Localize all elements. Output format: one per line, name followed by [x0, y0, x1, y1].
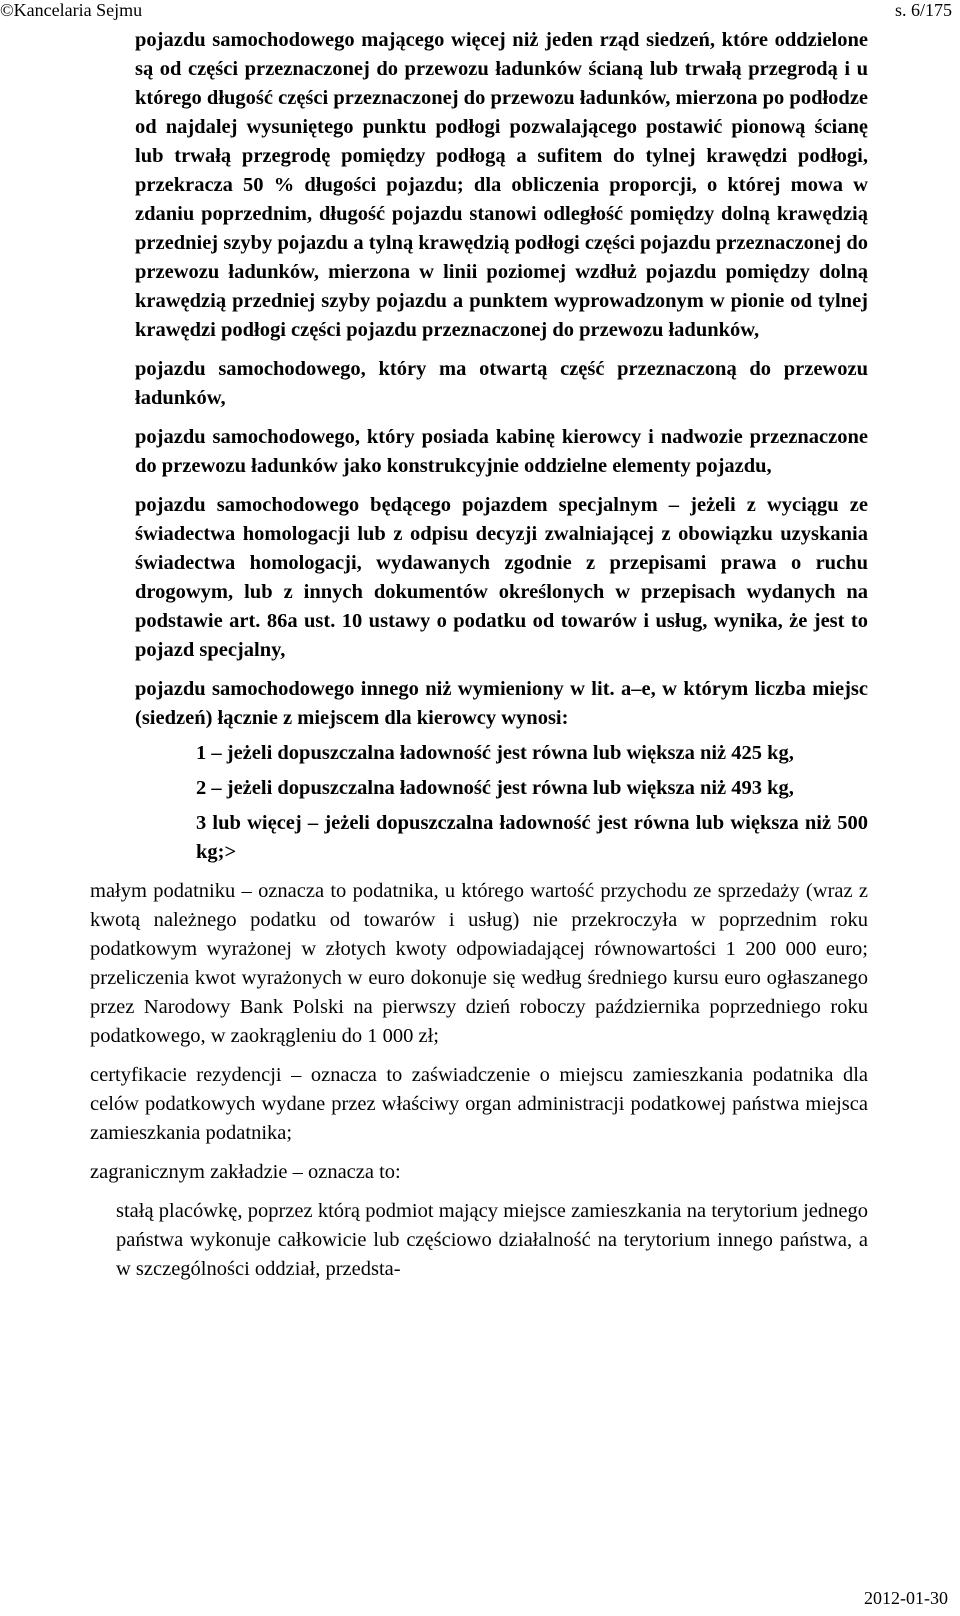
list-item-e	[0, 491, 868, 665]
item-text: pojazdu samochodowego, który posiada kabinę kierowcy i nadwozie przeznaczone do przewozu ładunków jako konstrukcyjnie oddzielne elementy pojazdu,	[135, 426, 868, 477]
sub-item-a	[0, 1197, 868, 1284]
dash-text: 3 lub więcej – jeżeli dopuszczalna ładowność jest równa lub większa niż 500 kg;>	[196, 812, 868, 863]
header-page-number: s. 6/175	[894, 0, 952, 20]
dash-item-1	[0, 739, 868, 768]
list-item-b	[0, 26, 868, 345]
item-text: zagranicznym zakładzie – oznacza to:	[90, 1161, 401, 1183]
numbered-item-21	[0, 1061, 868, 1148]
dash-item-3	[0, 809, 868, 867]
dash-text: 1 – jeżeli dopuszczalna ładowność jest równa lub większa niż 425 kg,	[196, 742, 794, 764]
list-item-d	[0, 423, 868, 481]
item-text: certyfikacie rezydencji – oznacza to zaświadczenie o miejscu zamieszkania podatnika dla celów podatkowych wydane przez właściwy organ administracji podatkowej państwa miejsca zamieszkania podatnika;	[90, 1064, 868, 1144]
item-text: pojazdu samochodowego, który ma otwartą część przeznaczoną do przewozu ładunków,	[135, 358, 868, 409]
item-text: pojazdu samochodowego będącego pojazdem specjalnym – jeżeli z wyciągu ze świadectwa homologacji lub z odpisu decyzji zwalniającej z obowiązku uzyskania świadectwa homologacji, wydawanych zgodnie z przepisami prawa o ruchu drogowym, lub z innych dokumentów określonych w przepisach wydanych na podstawie art. 86a ust. 10 ustawy o podatku od towarów i usług, wynika, że jest to pojazd specjalny,	[135, 494, 868, 661]
document-body	[0, 26, 960, 1284]
list-item-f	[0, 675, 868, 733]
item-text: stałą placówkę, poprzez którą podmiot mający miejsce zamieszkania na terytorium jednego państwa wykonuje całkowicie lub częściowo działalność na terytorium innego państwa, a w szczególności oddział, przedsta-	[116, 1200, 868, 1280]
item-text: małym podatniku – oznacza to podatnika, u którego wartość przychodu ze sprzedaży (wraz z kwotą należnego podatku od towarów i usług) nie przekroczyła w poprzednim roku podatkowym wyrażonej w złotych kwoty odpowiadającej równowartości 1 200 000 euro; przeliczenia kwot wyrażonych w euro dokonuje się według średniego kursu euro ogłaszanego przez Narodowy Bank Polski na pierwszy dzień roboczy października poprzedniego roku podatkowego, w zaokrągleniu do 1 000 zł;	[90, 880, 868, 1047]
dash-item-2	[0, 774, 868, 803]
footer-date: 2012-01-30	[864, 1588, 948, 1608]
numbered-item-20	[0, 877, 868, 1051]
item-text: pojazdu samochodowego mającego więcej niż jeden rząd siedzeń, które oddzielone są od części przeznaczonej do przewozu ładunków ścianą lub trwałą przegrodą i u którego długość części przeznaczonej do przewozu ładunków, mierzona po podłodze od najdalej wysuniętego punktu podłogi pozwalającego postawić pionową ścianę lub trwałą przegrodę pomiędzy podłogą a sufitem do tylnej krawędzi podłogi, przekracza 50 % długości pojazdu; dla obliczenia proporcji, o której mowa w zdaniu poprzednim, długość pojazdu stanowi odległość pomiędzy dolną krawędzią przedniej szyby pojazdu a tylną krawędzią podłogi części pojazdu przeznaczonej do przewozu ładunków, mierzona w linii poziomej wzdłuż pojazdu pomiędzy dolną krawędzią przedniej szyby pojazdu a punktem wyprowadzonym w pionie od tylnej krawędzi podłogi części pojazdu przeznaczonej do przewozu ładunków,	[135, 29, 869, 341]
item-text: pojazdu samochodowego innego niż wymieniony w lit. a–e, w którym liczba miejsc (siedzeń) łącznie z miejscem dla kierowcy wynosi:	[135, 678, 868, 729]
header-copyright: ©Kancelaria Sejmu	[0, 0, 143, 20]
numbered-item-22	[0, 1158, 868, 1187]
dash-text: 2 – jeżeli dopuszczalna ładowność jest równa lub większa niż 493 kg,	[196, 777, 794, 799]
list-item-c	[0, 355, 868, 413]
